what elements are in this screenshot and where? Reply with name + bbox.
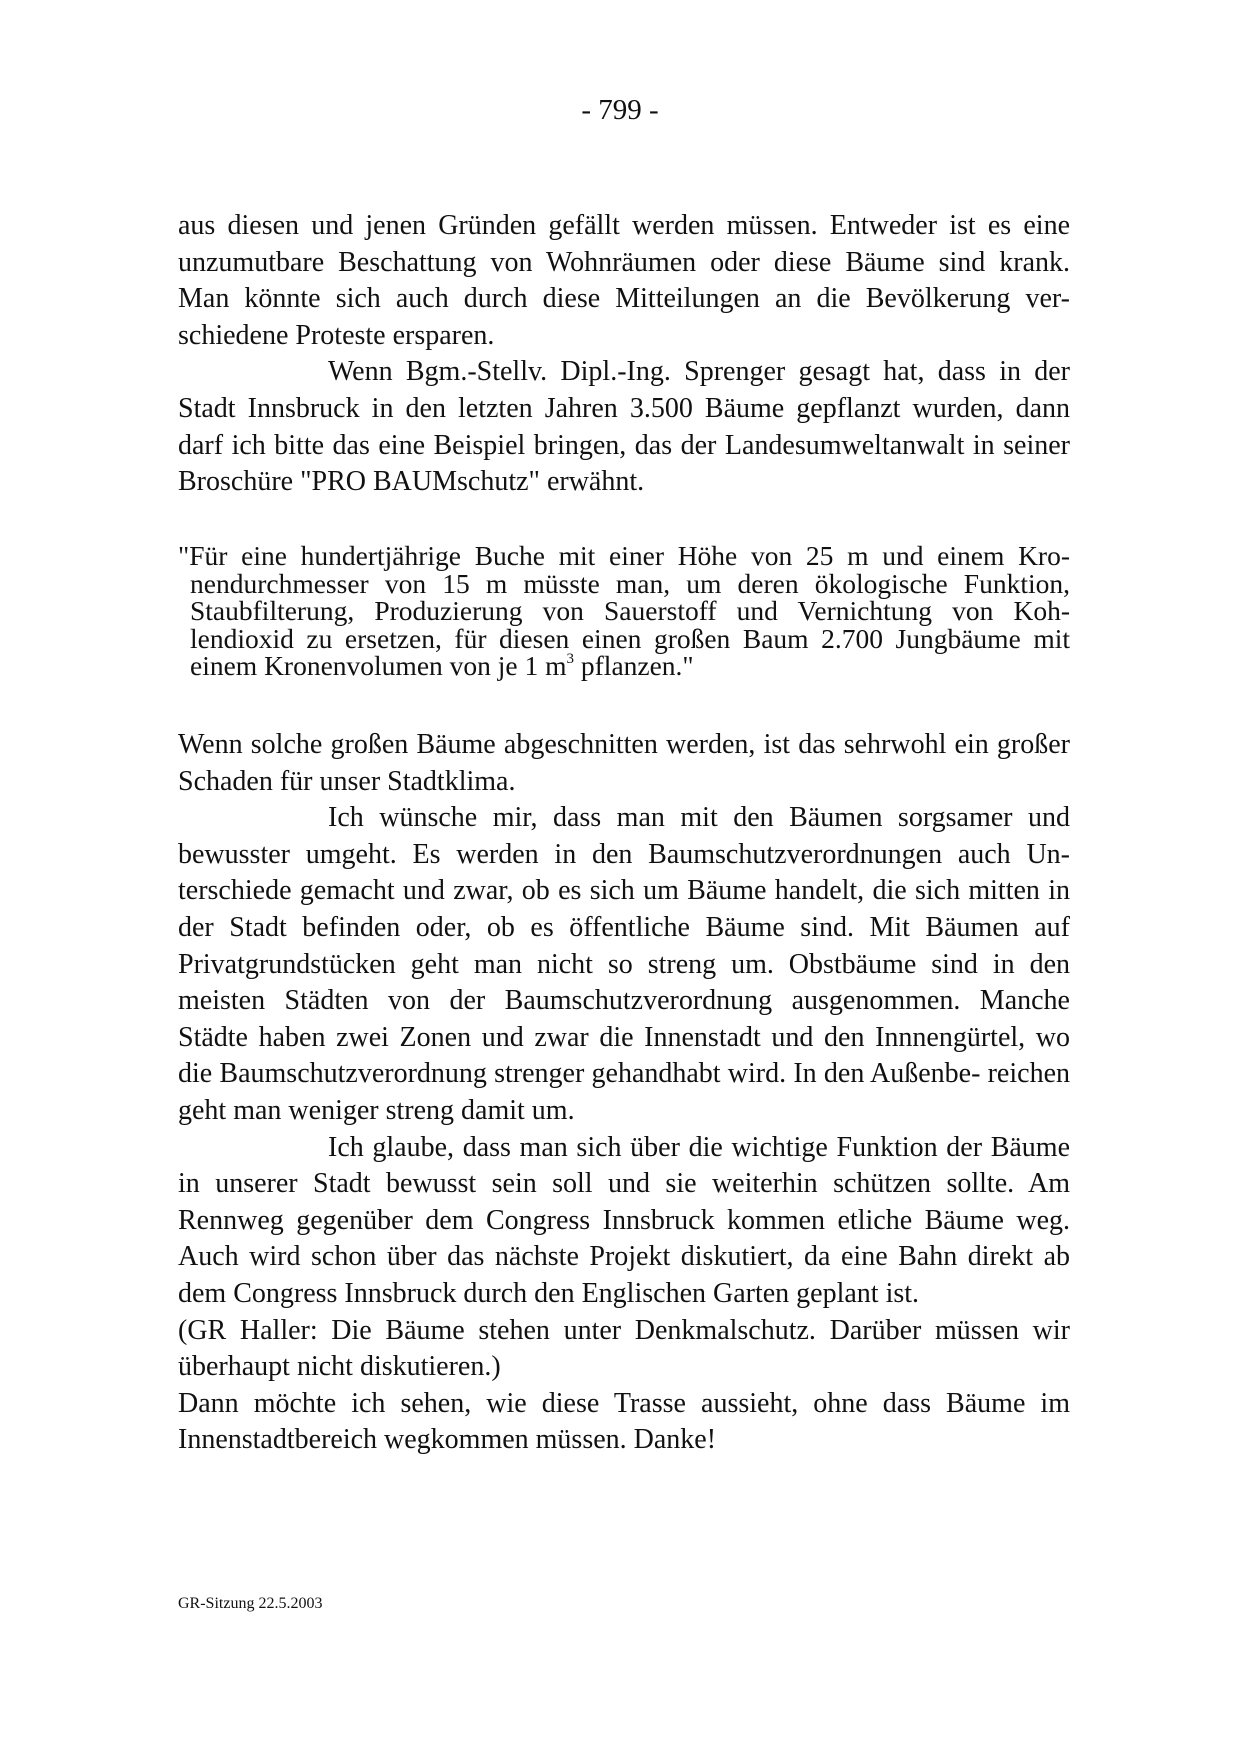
quote-line: lendioxid zu ersetzen, für diesen einen großen Baum 2.700 Jungbäume mit xyxy=(190,622,1070,654)
quote-line: "Für eine hundertjährige Buche mit einer Höhe von 25 m und einem Kro- xyxy=(178,540,1070,571)
paragraph: aus diesen und jenen Gründen gefällt werden müssen. Entweder ist es eine unzumutbare Beschattung von Wohnräumen oder diese Bäume sind krank. Man könnte sich auch durch diese Mitteilungen an die Bevölkerung ver- schiedene Proteste ersparen. xyxy=(178,210,1070,351)
quote-line: Staubfilterung, Produzierung von Sauerstoff und Vernichtung von Koh- xyxy=(190,595,1070,626)
paragraph: Wenn solche großen Bäume abgeschnitten werden, ist das sehrwohl ein großer Schaden für unser Stadtklima. xyxy=(178,729,1070,797)
paragraph: Ich glaube, dass man sich über die wichtige Funktion der Bäume in unserer Stadt bewusst sein soll und sie weiterhin schützen sollte. Am Rennweg gegenüber dem Congress Innsbruck kommen etliche Bäume weg. Auch wird schon über das nächste Projekt diskutiert, da eine Bahn direkt ab dem Congress Innsbruck durch den Englischen Garten geplant ist. xyxy=(178,1131,1070,1309)
superscript-exponent: 3 xyxy=(566,651,575,667)
quote-text: pflanzen." xyxy=(574,650,694,681)
quote-line: nendurchmesser von 15 m müsste man, um deren ökologische Funktion, xyxy=(190,567,1070,599)
body-section-bottom xyxy=(178,727,1070,1459)
footer-session-date: GR-Sitzung 22.5.2003 xyxy=(178,1595,323,1612)
quote-line-last xyxy=(178,652,1070,680)
paragraph: Wenn Bgm.-Stellv. Dipl.-Ing. Sprenger gesagt hat, dass in der Stadt Innsbruck in den letzten Jahren 3.500 Bäume gepflanzt wurden, dann darf ich bitte das eine Beispiel bringen, das der Landesumweltanwalt in seiner Broschüre "PRO BAUMschutz" erwähnt. xyxy=(178,356,1070,498)
quote-text: einem Kronenvolumen von je 1 m xyxy=(190,650,567,681)
paragraph: Ich wünsche mir, dass man mit den Bäumen sorgsamer und bewusster umgeht. Es werden in den Baumschutzverordnungen auch Un- terschiede gemacht und zwar, ob es sich um Bäume handelt, die sich mitten in der Stadt befinden oder, ob es öffentliche Bäume sind. Mit Bäumen auf Privatgrundstücken geht man nicht so streng um. Obstbäume sind in den meisten Städten von der Baumschutzverordnung ausgenommen. Manche Städte haben zwei Zonen und zwar die Innenstadt und den Innnengürtel, wo die Baumschutzverordnung strenger gehandhabt wird. In den Außenbe- reichen geht man weniger streng damit um. xyxy=(178,802,1070,1126)
block-quote xyxy=(178,542,1070,680)
paragraph: Dann möchte ich sehen, wie diese Trasse aussieht, ohne dass Bäume im Innenstadtbereich wegkommen müssen. Danke! xyxy=(178,1387,1070,1456)
body-section-top xyxy=(178,208,1070,501)
page-number: - 799 - xyxy=(581,94,659,126)
interjection: (GR Haller: Die Bäume stehen unter Denkmalschutz. Darüber müssen wir überhaupt nicht diskutieren.) xyxy=(178,1314,1070,1383)
